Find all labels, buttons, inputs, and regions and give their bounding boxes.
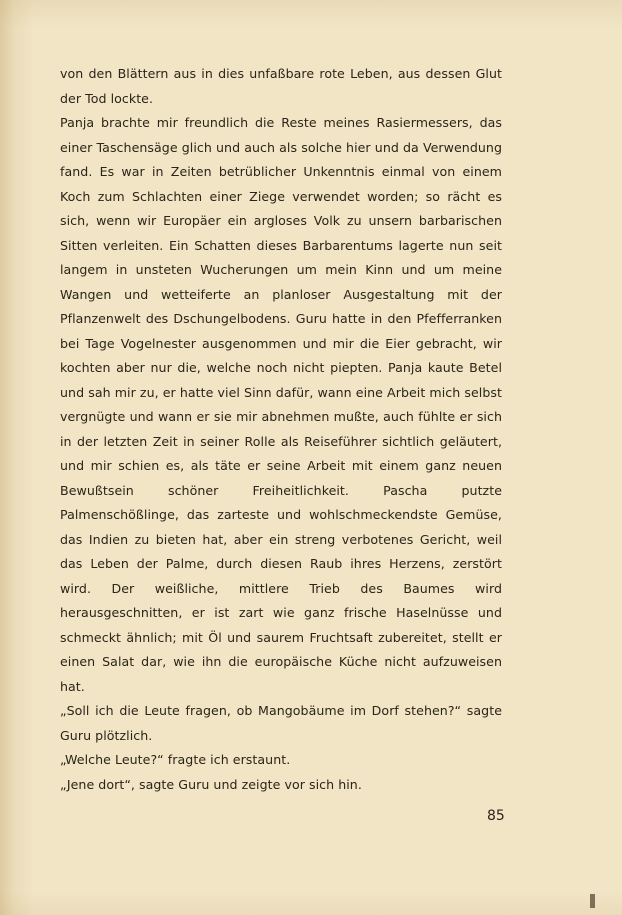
paragraph-2: Panja brachte mir freundlich die Reste meines Rasiermessers, das einer Taschensäge glich und auch als solche hier und da Verwendung fand. Es war in Zeiten betrüblicher Unkenntnis einmal von einem Koch zum Schlachten einer Ziege verwendet worden; so rächt es sich, wenn wir Europäer ein argloses Volk zu unsern barbarischen Sitten verleiten. Ein Schatten dieses Barbarentums lagerte nun seit langem in unsteten Wucherungen um mein Kinn und um meine Wangen und wetteiferte an planloser Ausgestaltung mit der Pflanzenwelt des Dschungelbodens. Guru hatte in den Pfefferranken bei Tage Vogelnester ausgenommen und mir die Eier gebracht, wir kochten aber nur die, welche noch nicht piepten. Panja kaute Betel und sah mir zu, er hatte viel Sinn dafür, wann eine Arbeit mich selbst vergnügte und wann er sie mir abnehmen mußte, auch fühlte er sich in der letzten Zeit in seiner Rolle als Reiseführer sichtlich geläutert, und mir schien es, als täte er seine Arbeit mit einem ganz neuen Bewußtsein schöner Freiheitlichkeit. Pascha putzte Palmenschößlinge, das zarteste und wohlschmeckendste Gemüse, das Indien zu bieten hat, aber ein streng verbotenes Gericht, weil das Leben der Palme, durch diesen Raub ihres Herzens, zerstört wird. Der weißliche, mittlere Trieb des Baumes wird herausgeschnitten, er ist zart wie ganz frische Haselnüsse und schmeckt ähnlich; mit Öl und saurem Fruchtsaft zubereitet, stellt er einen Salat dar, wie ihn die europäische Küche nicht aufzuweisen hat. [60,115,502,694]
paragraph-1: von den Blättern aus in dies unfaßbare rote Leben, aus dessen Glut der Tod lockte. [60,66,502,106]
paragraph-3: „Soll ich die Leute fragen, ob Mangobäume im Dorf stehen?“ sagte Guru plötzlich. [60,703,502,743]
paragraph-5: „Jene dort“, sagte Guru und zeigte vor sich hin. [60,776,362,792]
page-number: 85 [487,808,505,824]
edge-mark [590,894,595,908]
paragraph-4: „Welche Leute?“ fragte ich erstaunt. [60,752,291,767]
body-text [60,62,502,797]
